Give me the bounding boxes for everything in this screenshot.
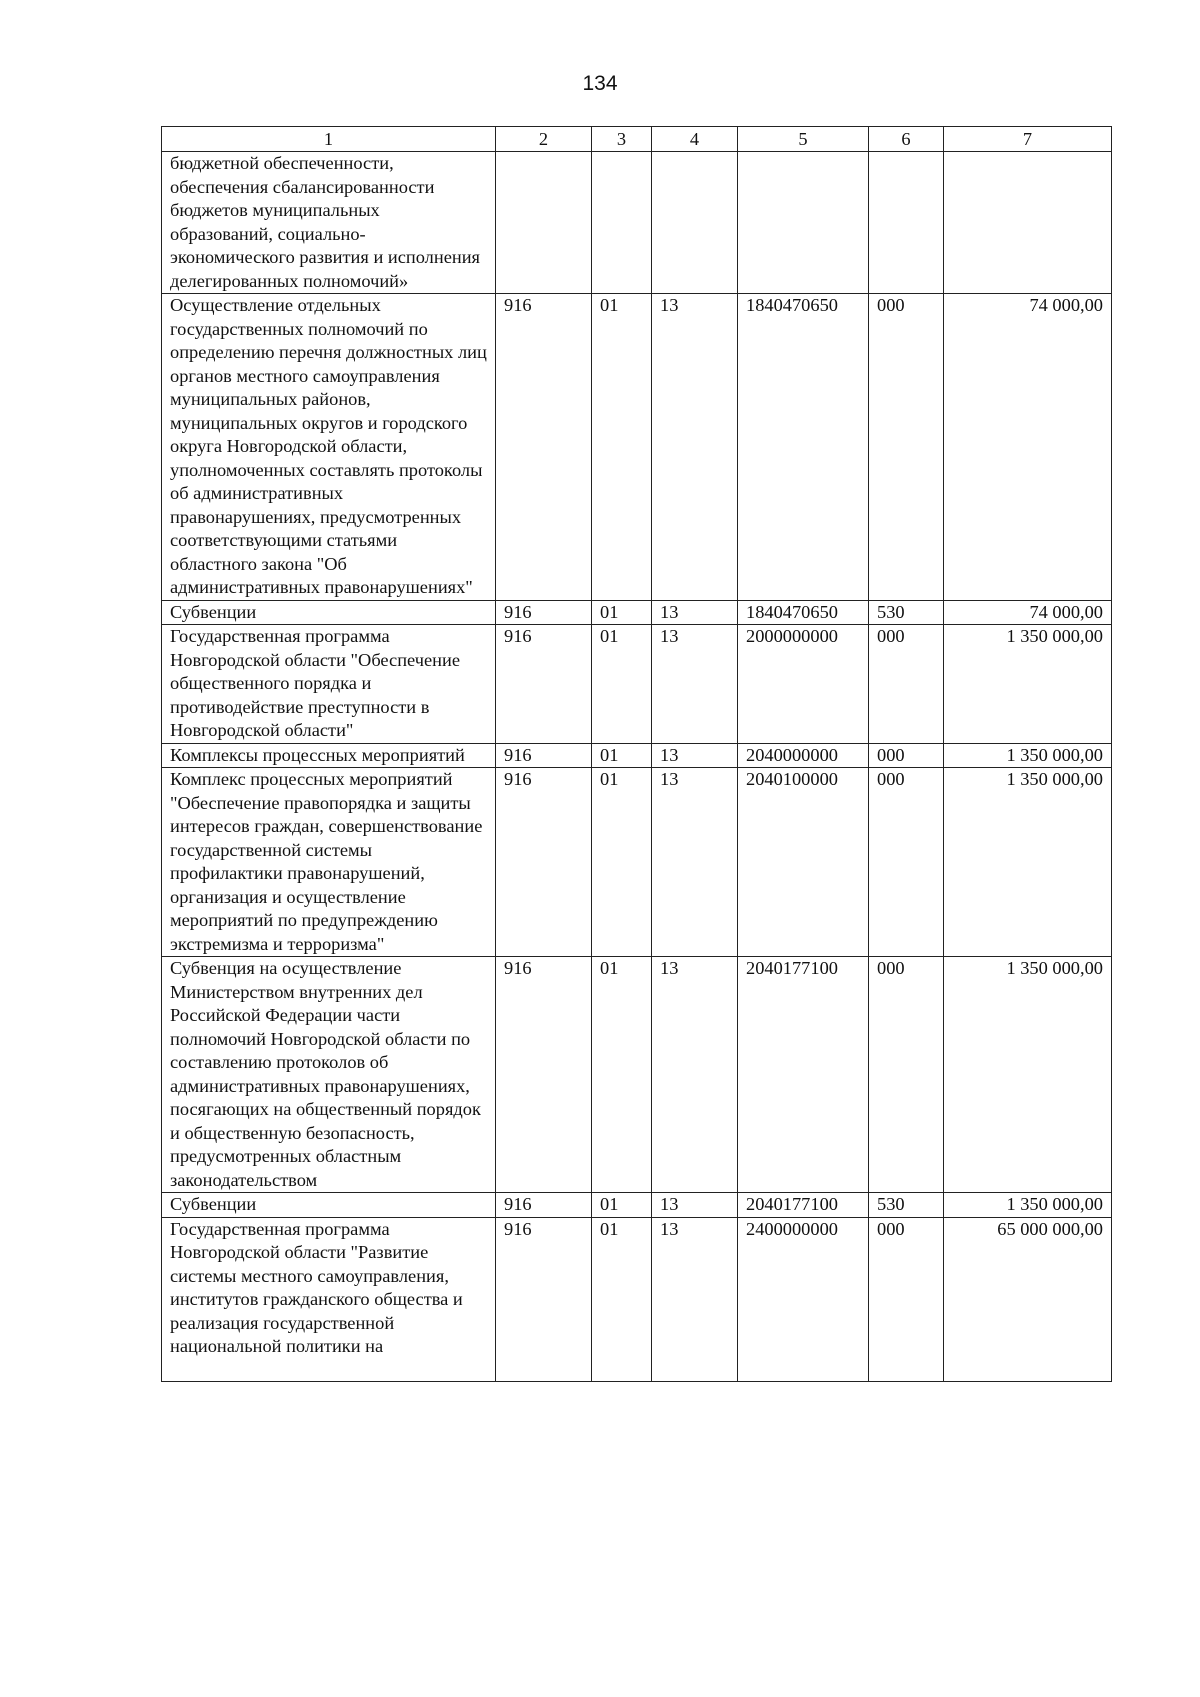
row-expense-type: 000 (869, 1217, 944, 1381)
header-col-2: 2 (496, 127, 592, 152)
table-row (162, 1193, 1112, 1218)
row-name: Осуществление отдельных государственных полномочий по определению перечня должностных лиц органов местного самоуправления муниципальных районов, муниципальных округов и городского округа Новгородской области, уполномоченных составлять протоколы об административных правонарушениях, предусмотренных соответствующими статьями областного закона "Об административных правонарушениях" (162, 294, 496, 601)
row-admin-code (496, 152, 592, 294)
budget-table (161, 126, 1112, 1382)
header-col-7: 7 (944, 127, 1112, 152)
table-row (162, 600, 1112, 625)
row-name: Субвенции (162, 600, 496, 625)
table-row (162, 294, 1112, 601)
row-section: 01 (592, 768, 652, 957)
row-admin-code: 916 (496, 625, 592, 744)
row-expense-type: 000 (869, 743, 944, 768)
row-amount: 1 350 000,00 (944, 768, 1112, 957)
row-subsection: 13 (652, 625, 738, 744)
row-amount: 1 350 000,00 (944, 625, 1112, 744)
header-col-1: 1 (162, 127, 496, 152)
row-name: Государственная программа Новгородской области "Обеспечение общественного порядка и противодействие преступности в Новгородской области" (162, 625, 496, 744)
table-row (162, 152, 1112, 294)
row-amount: 1 350 000,00 (944, 1193, 1112, 1218)
row-section: 01 (592, 1217, 652, 1381)
row-name: Государственная программа Новгородской области "Развитие системы местного самоуправления, институтов гражданского общества и реализация государственной национальной политики на (162, 1217, 496, 1381)
page-number: 134 (582, 72, 618, 95)
row-admin-code: 916 (496, 743, 592, 768)
row-admin-code: 916 (496, 600, 592, 625)
table-row (162, 743, 1112, 768)
row-amount (944, 152, 1112, 294)
row-name: Субвенции (162, 1193, 496, 1218)
row-expense-type (869, 152, 944, 294)
header-col-3: 3 (592, 127, 652, 152)
row-target-code: 2040100000 (738, 768, 869, 957)
header-col-4: 4 (652, 127, 738, 152)
row-section (592, 152, 652, 294)
row-name: Комплекс процессных мероприятий "Обеспечение правопорядка и защиты интересов граждан, совершенствование государственной системы профилактики правонарушений, организация и осуществление мероприятий по предупреждению экстремизма и терроризма" (162, 768, 496, 957)
row-admin-code: 916 (496, 957, 592, 1193)
row-amount: 74 000,00 (944, 294, 1112, 601)
row-admin-code: 916 (496, 294, 592, 601)
row-section: 01 (592, 743, 652, 768)
row-target-code: 1840470650 (738, 294, 869, 601)
row-expense-type: 000 (869, 957, 944, 1193)
row-admin-code: 916 (496, 1217, 592, 1381)
row-amount: 1 350 000,00 (944, 743, 1112, 768)
row-target-code (738, 152, 869, 294)
header-col-6: 6 (869, 127, 944, 152)
header-col-5: 5 (738, 127, 869, 152)
row-subsection: 13 (652, 768, 738, 957)
row-section: 01 (592, 957, 652, 1193)
row-subsection: 13 (652, 1193, 738, 1218)
row-section: 01 (592, 1193, 652, 1218)
row-name: Субвенция на осуществление Министерством внутренних дел Российской Федерации части полномочий Новгородской области по составлению протоколов об административных правонарушениях, посягающих на общественный порядок и общественную безопасность, предусмотренных областным законодательством (162, 957, 496, 1193)
row-subsection: 13 (652, 294, 738, 601)
row-admin-code: 916 (496, 1193, 592, 1218)
row-subsection: 13 (652, 743, 738, 768)
row-target-code: 1840470650 (738, 600, 869, 625)
row-expense-type: 530 (869, 600, 944, 625)
row-expense-type: 000 (869, 625, 944, 744)
row-subsection (652, 152, 738, 294)
row-expense-type: 530 (869, 1193, 944, 1218)
row-section: 01 (592, 294, 652, 601)
row-target-code: 2000000000 (738, 625, 869, 744)
row-target-code: 2040177100 (738, 1193, 869, 1218)
table-row (162, 625, 1112, 744)
row-section: 01 (592, 625, 652, 744)
header-row (162, 127, 1112, 152)
row-amount: 65 000 000,00 (944, 1217, 1112, 1381)
row-subsection: 13 (652, 1217, 738, 1381)
table-row (162, 1217, 1112, 1381)
row-name: бюджетной обеспеченности, обеспечения сбалансированности бюджетов муниципальных образований, социально-экономического развития и исполнения делегированных полномочий» (162, 152, 496, 294)
row-expense-type: 000 (869, 294, 944, 601)
row-subsection: 13 (652, 957, 738, 1193)
row-expense-type: 000 (869, 768, 944, 957)
row-admin-code: 916 (496, 768, 592, 957)
table-row (162, 957, 1112, 1193)
row-target-code: 2040000000 (738, 743, 869, 768)
row-name: Комплексы процессных мероприятий (162, 743, 496, 768)
row-amount: 74 000,00 (944, 600, 1112, 625)
table-row (162, 768, 1112, 957)
row-amount: 1 350 000,00 (944, 957, 1112, 1193)
row-subsection: 13 (652, 600, 738, 625)
row-target-code: 2040177100 (738, 957, 869, 1193)
row-section: 01 (592, 600, 652, 625)
row-target-code: 2400000000 (738, 1217, 869, 1381)
